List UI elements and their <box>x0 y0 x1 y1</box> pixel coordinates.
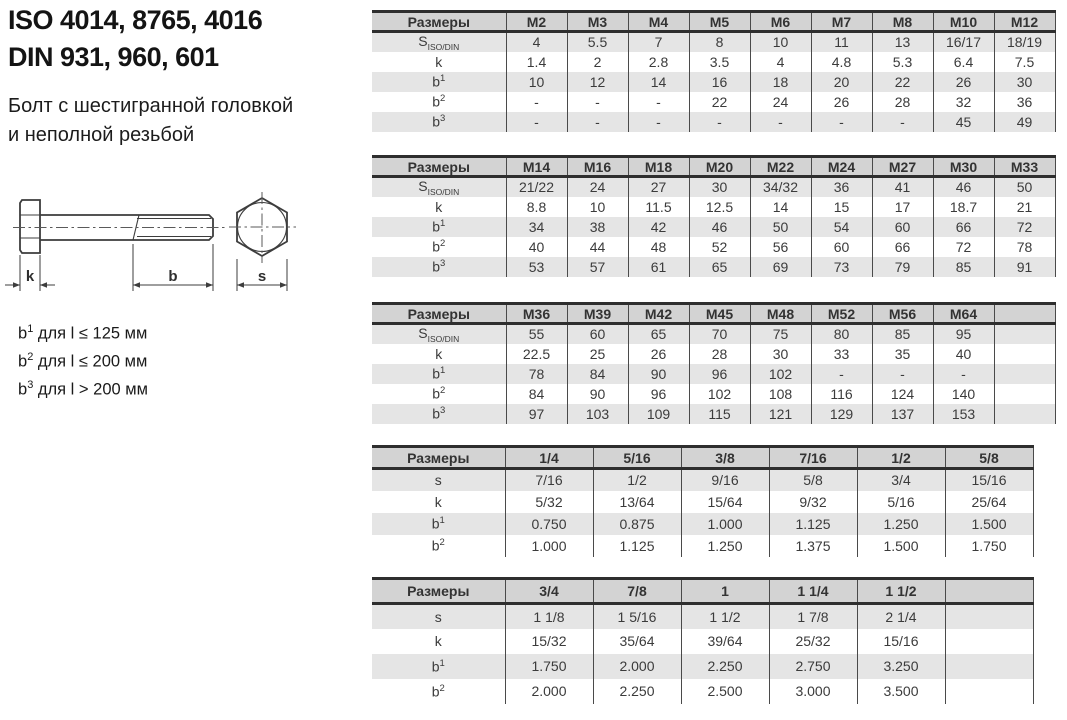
value-cell: 11.5 <box>628 197 689 217</box>
value-cell: 140 <box>933 384 994 404</box>
value-cell: - <box>689 112 750 132</box>
value-cell: 14 <box>750 197 811 217</box>
column-header: 5/8 <box>945 447 1033 469</box>
column-header: M33 <box>994 157 1055 177</box>
value-cell: 73 <box>811 257 872 277</box>
title-iso: ISO 4014, 8765, 4016 <box>8 5 263 35</box>
value-cell: 30 <box>750 344 811 364</box>
column-header: M56 <box>872 304 933 324</box>
column-header: M6 <box>750 12 811 32</box>
value-cell-empty <box>945 654 1033 679</box>
row-label: $b^1$ <box>431 515 445 532</box>
row-label: $b^2$ <box>432 238 446 256</box>
value-cell: - <box>567 112 628 132</box>
value-cell: 1 5/16 <box>593 604 681 629</box>
value-cell: 2 <box>567 52 628 72</box>
value-cell: 11 <box>811 32 872 52</box>
value-cell: 129 <box>811 404 872 424</box>
value-cell: 5/8 <box>769 469 857 491</box>
value-cell: 1.750 <box>945 535 1033 557</box>
value-cell: 5/16 <box>857 491 945 513</box>
value-cell: 61 <box>628 257 689 277</box>
table-corner-header: Размеры <box>372 447 505 469</box>
value-cell: 15/64 <box>681 491 769 513</box>
value-cell: 7.5 <box>994 52 1055 72</box>
value-cell: 2.750 <box>769 654 857 679</box>
value-cell: 60 <box>872 217 933 237</box>
column-header: M5 <box>689 12 750 32</box>
value-cell: 2 1/4 <box>857 604 945 629</box>
value-cell: 46 <box>933 177 994 197</box>
value-cell: 25/32 <box>769 629 857 654</box>
value-cell: 69 <box>750 257 811 277</box>
subtitle <box>8 92 293 150</box>
value-cell: 1 1/2 <box>681 604 769 629</box>
value-cell: 2.500 <box>681 679 769 704</box>
value-cell: 5.3 <box>872 52 933 72</box>
value-cell: - <box>628 112 689 132</box>
row-label: $S_{ISO/DIN}$ <box>418 325 460 344</box>
value-cell: 36 <box>994 92 1055 112</box>
value-cell: 0.875 <box>593 513 681 535</box>
value-cell: 22 <box>689 92 750 112</box>
value-cell: 22 <box>872 72 933 92</box>
value-cell: 15/16 <box>857 629 945 654</box>
value-cell: 33 <box>811 344 872 364</box>
bolt-front-view <box>229 192 296 263</box>
value-cell: 65 <box>689 257 750 277</box>
value-cell: - <box>811 364 872 384</box>
value-cell: 40 <box>933 344 994 364</box>
value-cell: 35/64 <box>593 629 681 654</box>
value-cell: 12 <box>567 72 628 92</box>
value-cell: 52 <box>689 237 750 257</box>
value-cell: 60 <box>567 324 628 344</box>
value-cell: 75 <box>750 324 811 344</box>
row-label: $S_{ISO/DIN}$ <box>418 178 460 197</box>
value-cell: 39/64 <box>681 629 769 654</box>
column-header: M10 <box>933 12 994 32</box>
dim-label-k: k <box>25 268 35 285</box>
value-cell: 90 <box>628 364 689 384</box>
value-cell: 2.8 <box>628 52 689 72</box>
value-cell: 96 <box>628 384 689 404</box>
value-cell: 78 <box>994 237 1055 257</box>
value-cell: 1.000 <box>681 513 769 535</box>
column-header-empty <box>945 579 1033 604</box>
value-cell: 42 <box>628 217 689 237</box>
value-cell: 16/17 <box>933 32 994 52</box>
value-cell: 2.250 <box>593 679 681 704</box>
value-cell: 1.500 <box>945 513 1033 535</box>
row-label: k <box>435 198 443 215</box>
value-cell: 54 <box>811 217 872 237</box>
value-cell: 115 <box>689 404 750 424</box>
value-cell: 25/64 <box>945 491 1033 513</box>
bolt-technical-drawing <box>0 185 370 325</box>
value-cell: 1.500 <box>857 535 945 557</box>
row-label: $b^2$ <box>431 682 445 700</box>
note-line: $b^3$ для l > 200 мм <box>18 379 148 399</box>
value-cell: 48 <box>628 237 689 257</box>
row-label: $b^1$ <box>432 218 446 236</box>
value-cell: 40 <box>506 237 567 257</box>
value-cell: 8 <box>689 32 750 52</box>
value-cell: - <box>872 364 933 384</box>
row-label: $b^3$ <box>432 113 446 131</box>
row-label: $b^1$ <box>432 73 446 91</box>
column-header: M52 <box>811 304 872 324</box>
value-cell: 103 <box>567 404 628 424</box>
value-cell: - <box>750 112 811 132</box>
value-cell: 38 <box>567 217 628 237</box>
row-label: $b^2$ <box>432 385 446 403</box>
row-label: k <box>434 493 442 510</box>
value-cell-empty <box>994 364 1055 384</box>
dimension-table-3 <box>372 302 1056 424</box>
column-header-empty <box>994 304 1055 324</box>
value-cell: - <box>811 112 872 132</box>
value-cell: 84 <box>506 384 567 404</box>
value-cell-empty <box>994 344 1055 364</box>
value-cell-empty <box>994 384 1055 404</box>
value-cell: 7/16 <box>505 469 593 491</box>
title-din: DIN 931, 960, 601 <box>8 42 219 72</box>
column-header: M30 <box>933 157 994 177</box>
value-cell: - <box>506 92 567 112</box>
value-cell: 66 <box>933 217 994 237</box>
value-cell: - <box>506 112 567 132</box>
dimension-b <box>133 244 213 291</box>
value-cell: 26 <box>811 92 872 112</box>
value-cell: 14 <box>628 72 689 92</box>
value-cell: 7 <box>628 32 689 52</box>
column-header: M39 <box>567 304 628 324</box>
value-cell: 21/22 <box>506 177 567 197</box>
row-label: $b^3$ <box>432 405 446 423</box>
value-cell: 36 <box>811 177 872 197</box>
value-cell: 26 <box>628 344 689 364</box>
value-cell: - <box>567 92 628 112</box>
column-header: M48 <box>750 304 811 324</box>
row-label: $b^1$ <box>431 657 445 675</box>
value-cell: 21 <box>994 197 1055 217</box>
value-cell: 8.8 <box>506 197 567 217</box>
value-cell: 15 <box>811 197 872 217</box>
value-cell: 137 <box>872 404 933 424</box>
value-cell: 116 <box>811 384 872 404</box>
value-cell: 12.5 <box>689 197 750 217</box>
value-cell: 66 <box>872 237 933 257</box>
value-cell: 65 <box>628 324 689 344</box>
value-cell: 34 <box>506 217 567 237</box>
dimension-table-4 <box>372 445 1034 557</box>
value-cell: 4 <box>750 52 811 72</box>
value-cell: 1/2 <box>593 469 681 491</box>
row-label: $S_{ISO/DIN}$ <box>418 33 460 52</box>
value-cell: 60 <box>811 237 872 257</box>
column-header: 7/16 <box>769 447 857 469</box>
value-cell: 9/32 <box>769 491 857 513</box>
table-corner-header: Размеры <box>372 157 506 177</box>
value-cell-empty <box>994 404 1055 424</box>
column-header: M27 <box>872 157 933 177</box>
table-corner-header: Размеры <box>372 579 505 604</box>
value-cell: 50 <box>994 177 1055 197</box>
value-cell: - <box>872 112 933 132</box>
value-cell: 124 <box>872 384 933 404</box>
column-header: M4 <box>628 12 689 32</box>
value-cell: 2.000 <box>593 654 681 679</box>
value-cell: 91 <box>994 257 1055 277</box>
value-cell: 25 <box>567 344 628 364</box>
value-cell: 1.000 <box>505 535 593 557</box>
column-header: M14 <box>506 157 567 177</box>
value-cell: 1.250 <box>681 535 769 557</box>
value-cell: 1.125 <box>593 535 681 557</box>
value-cell: 28 <box>872 92 933 112</box>
column-header: M16 <box>567 157 628 177</box>
value-cell: 15/16 <box>945 469 1033 491</box>
value-cell: 55 <box>506 324 567 344</box>
value-cell: - <box>628 92 689 112</box>
value-cell-empty <box>945 679 1033 704</box>
row-label: k <box>435 345 443 362</box>
value-cell: 5.5 <box>567 32 628 52</box>
value-cell: 35 <box>872 344 933 364</box>
value-cell: 72 <box>933 237 994 257</box>
column-header: M20 <box>689 157 750 177</box>
value-cell: 24 <box>750 92 811 112</box>
value-cell: 2.000 <box>505 679 593 704</box>
value-cell: 3.5 <box>689 52 750 72</box>
value-cell: 24 <box>567 177 628 197</box>
column-header: M36 <box>506 304 567 324</box>
column-header: M2 <box>506 12 567 32</box>
value-cell: 4.8 <box>811 52 872 72</box>
value-cell-empty <box>945 604 1033 629</box>
value-cell: 70 <box>689 324 750 344</box>
value-cell: 1.125 <box>769 513 857 535</box>
value-cell: 4 <box>506 32 567 52</box>
value-cell: 22.5 <box>506 344 567 364</box>
column-header: M3 <box>567 12 628 32</box>
value-cell: 9/16 <box>681 469 769 491</box>
value-cell: 2.250 <box>681 654 769 679</box>
value-cell: 3/4 <box>857 469 945 491</box>
value-cell: 102 <box>750 364 811 384</box>
dim-label-s: s <box>257 268 267 285</box>
column-header: M64 <box>933 304 994 324</box>
value-cell: - <box>933 364 994 384</box>
value-cell: 3.250 <box>857 654 945 679</box>
value-cell: 10 <box>750 32 811 52</box>
column-header: 1 <box>681 579 769 604</box>
value-cell-empty <box>945 629 1033 654</box>
column-header: 3/4 <box>505 579 593 604</box>
value-cell: 17 <box>872 197 933 217</box>
value-cell: 96 <box>689 364 750 384</box>
dim-label-b: b <box>168 268 178 285</box>
row-label: s <box>434 472 442 489</box>
row-label: k <box>434 633 442 649</box>
value-cell: 49 <box>994 112 1055 132</box>
value-cell: 32 <box>933 92 994 112</box>
row-label: s <box>434 608 442 625</box>
value-cell: 1 7/8 <box>769 604 857 629</box>
column-header: 1 1/2 <box>857 579 945 604</box>
value-cell-empty <box>994 324 1055 344</box>
column-header: M24 <box>811 157 872 177</box>
table-corner-header: Размеры <box>372 12 506 32</box>
column-header: 1/2 <box>857 447 945 469</box>
value-cell: 1.750 <box>505 654 593 679</box>
column-header: M12 <box>994 12 1055 32</box>
value-cell: 1.375 <box>769 535 857 557</box>
row-label: $b^2$ <box>432 93 446 111</box>
value-cell: 16 <box>689 72 750 92</box>
value-cell: 153 <box>933 404 994 424</box>
value-cell: 18 <box>750 72 811 92</box>
value-cell: 121 <box>750 404 811 424</box>
value-cell: 85 <box>933 257 994 277</box>
dimension-table-2 <box>372 155 1056 277</box>
value-cell: 79 <box>872 257 933 277</box>
dimension-s <box>237 259 287 291</box>
column-header: M7 <box>811 12 872 32</box>
value-cell: 84 <box>567 364 628 384</box>
bolt-side-view <box>13 200 228 253</box>
value-cell: 3.000 <box>769 679 857 704</box>
value-cell: 1.250 <box>857 513 945 535</box>
value-cell: 10 <box>567 197 628 217</box>
value-cell: 50 <box>750 217 811 237</box>
value-cell: 78 <box>506 364 567 384</box>
row-label: $b^3$ <box>432 258 446 276</box>
value-cell: 108 <box>750 384 811 404</box>
column-header: M8 <box>872 12 933 32</box>
column-header: M45 <box>689 304 750 324</box>
dimension-table-5 <box>372 577 1034 704</box>
subtitle-line-1: Болт с шестигранной головкой <box>8 95 294 117</box>
table-corner-header: Размеры <box>372 304 506 324</box>
value-cell: 1.4 <box>506 52 567 72</box>
value-cell: 26 <box>933 72 994 92</box>
value-cell: 15/32 <box>505 629 593 654</box>
value-cell: 30 <box>994 72 1055 92</box>
row-label: $b^2$ <box>431 537 445 554</box>
value-cell: 95 <box>933 324 994 344</box>
notes <box>18 318 148 402</box>
value-cell: 46 <box>689 217 750 237</box>
row-label: $b^1$ <box>432 365 446 383</box>
value-cell: 27 <box>628 177 689 197</box>
dimension-k <box>5 255 55 291</box>
subtitle-line-2: и неполной резьбой <box>8 124 195 146</box>
column-header: 1/4 <box>505 447 593 469</box>
value-cell: 53 <box>506 257 567 277</box>
value-cell: 10 <box>506 72 567 92</box>
value-cell: 109 <box>628 404 689 424</box>
value-cell: 28 <box>689 344 750 364</box>
column-header: 3/8 <box>681 447 769 469</box>
value-cell: 18.7 <box>933 197 994 217</box>
value-cell: 1 1/8 <box>505 604 593 629</box>
value-cell: 56 <box>750 237 811 257</box>
value-cell: 0.750 <box>505 513 593 535</box>
value-cell: 13 <box>872 32 933 52</box>
value-cell: 30 <box>689 177 750 197</box>
column-header: M42 <box>628 304 689 324</box>
value-cell: 85 <box>872 324 933 344</box>
value-cell: 80 <box>811 324 872 344</box>
value-cell: 90 <box>567 384 628 404</box>
value-cell: 3.500 <box>857 679 945 704</box>
column-header: 7/8 <box>593 579 681 604</box>
row-label: k <box>435 53 443 70</box>
value-cell: 20 <box>811 72 872 92</box>
column-header: 1 1/4 <box>769 579 857 604</box>
value-cell: 41 <box>872 177 933 197</box>
column-header: M18 <box>628 157 689 177</box>
value-cell: 45 <box>933 112 994 132</box>
column-header: M22 <box>750 157 811 177</box>
note-line: $b^1$ для l ≤ 125 мм <box>18 323 148 343</box>
value-cell: 6.4 <box>933 52 994 72</box>
value-cell: 18/19 <box>994 32 1055 52</box>
value-cell: 72 <box>994 217 1055 237</box>
value-cell: 34/32 <box>750 177 811 197</box>
page-title <box>8 2 262 76</box>
column-header: 5/16 <box>593 447 681 469</box>
value-cell: 13/64 <box>593 491 681 513</box>
value-cell: 102 <box>689 384 750 404</box>
value-cell: 44 <box>567 237 628 257</box>
value-cell: 97 <box>506 404 567 424</box>
dimension-table-1 <box>372 10 1056 132</box>
value-cell: 5/32 <box>505 491 593 513</box>
value-cell: 57 <box>567 257 628 277</box>
note-line: $b^2$ для l ≤ 200 мм <box>18 351 148 371</box>
